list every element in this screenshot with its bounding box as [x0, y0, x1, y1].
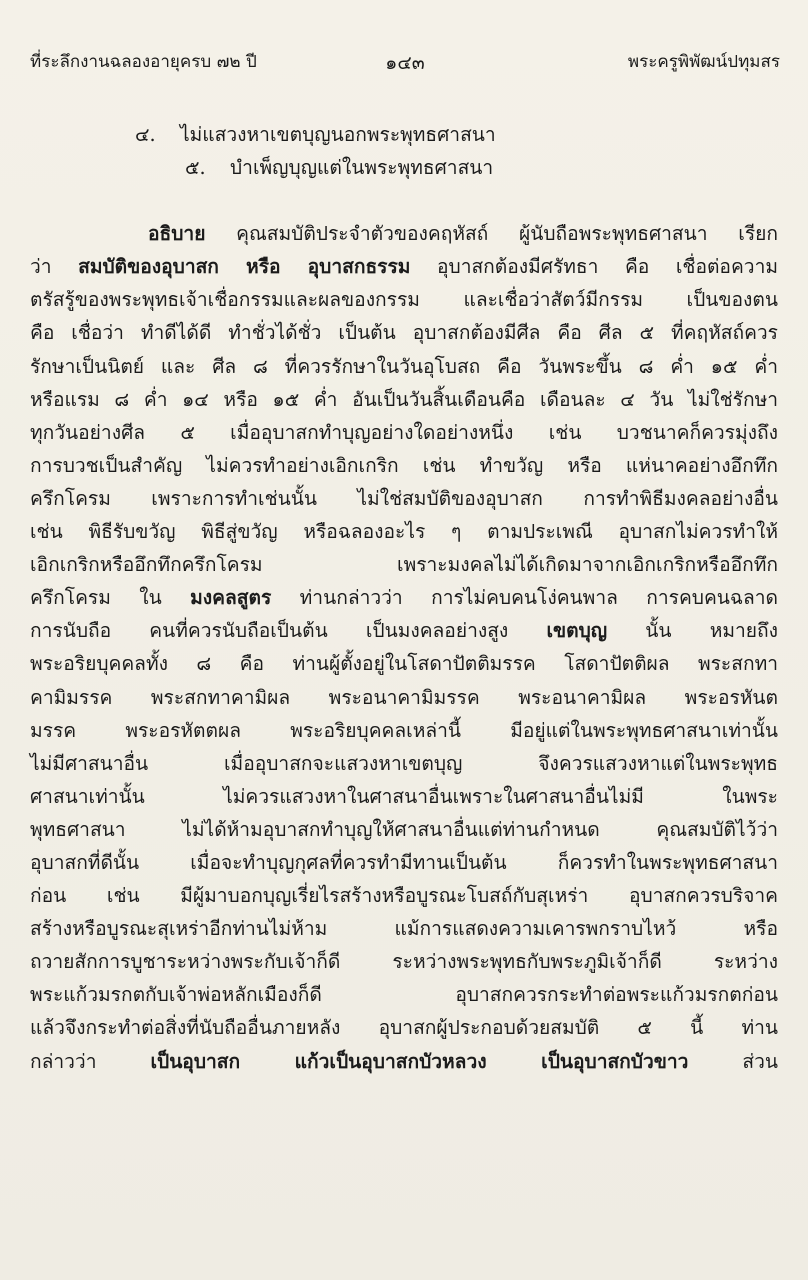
paragraph-line: การบวชเป็นสำคัญ ไม่ควรทำอย่างเอิกเกริก เช่น ทำขวัญ หรือ แห่นาคอย่างอึกทึก — [30, 453, 778, 477]
paragraph-line: เช่น พิธีรับขวัญ พิธีสู่ขวัญ หรือฉลองอะไร ๆ ตามประเพณี อุบาสกไม่ควรทำให้ — [30, 520, 778, 544]
paragraph-line: ครึกโครม เพราะการทำเช่นนั้น ไม่ใช่สมบัติของอุบาสก การทำพิธีมงคลอย่างอื่น — [30, 486, 778, 510]
header-author: พระครูพิพัฒน์ปทุมสร — [627, 52, 780, 72]
paragraph-line: เอิกเกริกหรืออึกทึกครึกโครม เพราะมงคลไม่ได้เกิดมาจากเอิกเกริกหรืออึกทึก — [30, 553, 778, 577]
page-body — [30, 118, 778, 1078]
paragraph-line: แล้วจึงกระทำต่อสิ่งที่นับถืออื่นภายหลัง อุบาสกผู้ประกอบด้วยสมบัติ ๕ นี้ ท่าน — [30, 1016, 778, 1040]
paragraph-line: รักษาเป็นนิตย์ และ ศีล ๘ ที่ควรรักษาในวันอุโบสถ คือ วันพระขึ้น ๘ ค่ำ ๑๕ ค่ำ — [30, 354, 778, 378]
running-header — [30, 48, 780, 78]
paragraph-line: ตรัสรู้ของพระพุทธเจ้าเชื่อกรรมและผลของกรรม และเชื่อว่าสัตว์มีกรรม เป็นของตน — [30, 288, 778, 312]
paragraph-line: สร้างหรือบูรณะสุเหร่าอีกท่านไม่ห้าม แม้การแสดงความเคารพกราบไหว้ หรือ — [30, 917, 778, 941]
list-item — [30, 118, 778, 151]
paragraph-line: การนับถือ คนที่ควรนับถือเป็นต้น เป็นมงคลอย่างสูง เขตบุญ นั้น หมายถึง — [30, 619, 778, 643]
term-explanation: อธิบาย — [148, 222, 206, 246]
paragraph-line: ก่อน เช่น มีผู้มาบอกบุญเรี่ยไรสร้างหรือบูรณะโบสถ์กับสุเหร่า อุบาสกควรบริจาค — [30, 884, 778, 908]
paragraph-line: กล่าวว่า เป็นอุบาสก แก้วเป็นอุบาสกบัวหลวง เป็นอุบาสกบัวขาว ส่วน — [30, 1049, 778, 1073]
term-upasaka-qualities: สมบัติของอุบาสก หรือ อุบาสกธรรม — [78, 255, 411, 279]
term-field-of-merit: เขตบุญ — [546, 619, 608, 643]
list-item-number: ๕. — [185, 156, 206, 180]
term-jewel-upasaka: เป็นอุบาสก แก้วเป็นอุบาสกบัวหลวง เป็นอุบาสกบัวขาว — [150, 1049, 689, 1073]
paragraph-line: คือ เชื่อว่า ทำดีได้ดี ทำชั่วได้ชั่ว เป็นต้น อุบาสกต้องมีศีล คือ ศีล ๕ ที่คฤหัสถ์ควร — [30, 321, 778, 345]
list-item-text: บำเพ็ญบุญแต่ในพระพุทธศาสนา — [230, 156, 494, 180]
paragraph-line: ครึกโครม ใน มงคลสูตร ท่านกล่าวว่า การไม่คบคนโง่คนพาล การคบคนฉลาด — [30, 586, 778, 610]
paragraph-line: ทุกวันอย่างศีล ๕ เมื่ออุบาสกทำบุญอย่างใดอย่างหนึ่ง เช่น บวชนาคก็ควรมุ่งถึง — [30, 420, 778, 444]
paragraph-line: พุทธศาสนา ไม่ได้ห้ามอุบาสกทำบุญให้ศาสนาอื่นแต่ท่านกำหนด คุณสมบัติไว้ว่า — [30, 817, 778, 841]
paragraph-line: พระอริยบุคคลทั้ง ๘ คือ ท่านผู้ตั้งอยู่ในโสดาปัตติมรรค โสดาปัตติผล พระสกทา — [30, 652, 778, 676]
list-item-text: ไม่แสวงหาเขตบุญนอกพระพุทธศาสนา — [180, 123, 496, 146]
term-mangala-sutta: มงคลสูตร — [190, 586, 272, 610]
paragraph-line: คามิมรรค พระสกทาคามิผล พระอนาคามิมรรค พระอนาคามิผล พระอรหันต — [30, 685, 778, 709]
paragraph-line: มรรค พระอรหัตตผล พระอริยบุคคลเหล่านี้ มีอยู่แต่ในพระพุทธศาสนาเท่านั้น — [30, 718, 778, 742]
page-number: ๑๔๓ — [385, 52, 425, 74]
paragraph-line: พระแก้วมรกตกับเจ้าพ่อหลักเมืองก็ดี อุบาสกควรกระทำต่อพระแก้วมรกตก่อน — [30, 983, 778, 1007]
header-book-title: ที่ระลึกงานฉลองอายุครบ ๗๒ ปี — [30, 52, 257, 72]
paragraph-line: หรือแรม ๘ ค่ำ ๑๔ หรือ ๑๕ ค่ำ อันเป็นวันสิ้นเดือนคือ เดือนละ ๔ วัน ไม่ใช่รักษา — [30, 387, 778, 411]
list-item-number: ๔. — [135, 123, 156, 146]
list-item — [30, 151, 778, 184]
paragraph-line: อุบาสกที่ดีนั้น เมื่อจะทำบุญกุศลที่ควรทำมีทานเป็นต้น ก็ควรทำในพระพุทธศาสนา — [30, 850, 778, 874]
paragraph-line: ไม่มีศาสนาอื่น เมื่ออุบาสกจะแสวงหาเขตบุญ จึงควรแสวงหาแต่ในพระพุทธ — [30, 751, 778, 775]
paragraph-line: ว่า สมบัติของอุบาสก หรือ อุบาสกธรรม อุบาสกต้องมีศรัทธา คือ เชื่อต่อความ — [30, 255, 778, 279]
paragraph-line: อธิบาย คุณสมบัติประจำตัวของคฤหัสถ์ ผู้นับถือพระพุทธศาสนา เรียก — [148, 222, 778, 246]
paragraph-line: ศาสนาเท่านั้น ไม่ควรแสวงหาในศาสนาอื่นเพราะในศาสนาอื่นไม่มี ในพระ — [30, 784, 778, 808]
paragraph-line: ถวายสักการบูชาระหว่างพระกับเจ้าก็ดี ระหว่างพระพุทธกับพระภูมิเจ้าก็ดี ระหว่าง — [30, 950, 778, 974]
